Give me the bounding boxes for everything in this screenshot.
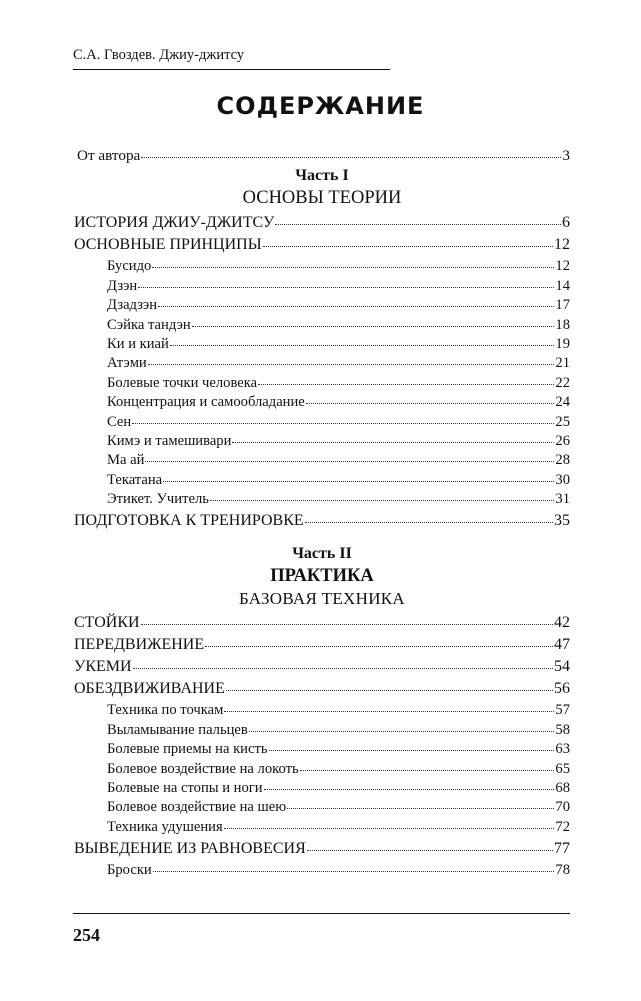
toc-entry-label: ПОДГОТОВКА К ТРЕНИРОВКЕ — [74, 512, 304, 530]
dot-leader — [226, 681, 553, 692]
toc-entry-page: 68 — [555, 780, 570, 797]
dot-leader — [145, 453, 554, 463]
toc-entry-page: 26 — [555, 432, 570, 449]
toc-entry-label: Болевое воздействие на шею — [107, 799, 287, 816]
dot-leader — [158, 297, 554, 307]
toc-entry[interactable] — [74, 840, 570, 862]
toc-entry-page: 72 — [555, 818, 570, 835]
dot-leader — [287, 800, 554, 810]
part-title: ОСНОВЫ ТЕОРИИ — [242, 188, 402, 209]
dot-leader — [224, 703, 554, 713]
toc-entry-page: 28 — [555, 452, 570, 469]
toc-entry-label: Бусидо — [107, 258, 152, 275]
toc-entry[interactable] — [74, 741, 570, 760]
dot-leader — [264, 780, 555, 790]
toc-entry-page: 30 — [555, 471, 570, 488]
toc-entry-label: Дзадзэн — [107, 297, 158, 314]
toc-entry-page: 47 — [554, 636, 570, 654]
toc-entry-page: 57 — [555, 702, 570, 719]
toc-entry[interactable] — [74, 658, 570, 680]
toc-entry-label: Болевые точки человека — [107, 374, 258, 391]
toc-entry-label: Техника по точкам — [107, 702, 224, 719]
toc-entry-label: Сен — [107, 413, 132, 430]
toc-entry-label: ОБЕЗДВИЖИВАНИЕ — [74, 680, 225, 698]
dot-leader — [249, 722, 555, 732]
toc-entry-label: Атэми — [107, 355, 147, 372]
part-subtitle: БАЗОВАЯ ТЕХНИКА — [238, 589, 406, 609]
toc-entry-label: Ки и киай — [107, 335, 169, 352]
toc-entry[interactable] — [74, 214, 570, 236]
toc-entry-label: ОСНОВНЫЕ ПРИНЦИПЫ — [74, 236, 262, 254]
toc-entry[interactable] — [74, 278, 570, 297]
toc-entry-page: 78 — [555, 862, 570, 879]
dot-leader — [153, 862, 555, 872]
dot-leader — [224, 819, 555, 829]
dot-leader — [275, 215, 561, 226]
toc-entry-page: 56 — [554, 680, 570, 698]
toc-entry[interactable] — [74, 702, 570, 721]
toc-entry-page: 70 — [555, 799, 570, 816]
toc-entry-label: Болевое воздействие на локоть — [107, 760, 299, 777]
toc-entry[interactable] — [74, 780, 570, 799]
toc-entry[interactable] — [74, 680, 570, 702]
toc-entry[interactable] — [74, 317, 570, 336]
dot-leader — [170, 336, 555, 346]
toc-entry-page: 21 — [555, 355, 570, 372]
toc-entry-page: 63 — [555, 741, 570, 758]
toc-entry[interactable] — [74, 452, 570, 471]
toc-entry-label: ИСТОРИЯ ДЖИУ-ДЖИТСУ — [74, 214, 275, 232]
toc-entry[interactable] — [74, 375, 570, 394]
toc-entry[interactable] — [74, 512, 570, 534]
toc-entry-label: СТОЙКИ — [74, 614, 140, 632]
part1-sections — [74, 214, 570, 258]
immobilization-list — [74, 702, 570, 838]
part2-sections — [74, 614, 570, 702]
toc-entry-label: Болевые на стопы и ноги — [107, 780, 263, 797]
toc-entry-page: 54 — [554, 658, 570, 676]
toc-entry[interactable] — [74, 355, 570, 374]
toc-entry-label: Дзэн — [107, 277, 138, 294]
toc-entry-page: 14 — [555, 277, 570, 294]
toc-entry-label: Ма ай — [107, 452, 145, 469]
page-title: СОДЕРЖАНИЕ — [216, 92, 425, 120]
toc-entry-page: 19 — [555, 335, 570, 352]
page-number: 254 — [73, 925, 100, 945]
part-title: ПРАКТИКА — [270, 566, 374, 587]
toc-entry-label: ВЫВЕДЕНИЕ ИЗ РАВНОВЕСИЯ — [74, 840, 306, 858]
toc-entry[interactable] — [74, 472, 570, 491]
dot-leader — [210, 491, 555, 501]
principles-list — [74, 258, 570, 510]
part-number: Часть II — [292, 545, 352, 563]
toc-entry-label: От автора — [77, 147, 141, 164]
toc-entry-page: 12 — [555, 258, 570, 275]
toc-entry[interactable] — [74, 799, 570, 818]
table-of-contents — [74, 147, 570, 882]
dot-leader — [133, 659, 553, 670]
dot-leader — [132, 414, 554, 424]
toc-entry[interactable] — [74, 614, 570, 636]
toc-entry-label: УКЕМИ — [74, 658, 132, 676]
toc-entry-label: Текатана — [107, 471, 163, 488]
toc-entry[interactable] — [74, 394, 570, 413]
toc-entry[interactable] — [74, 862, 570, 881]
dot-leader — [258, 375, 554, 385]
toc-entry-label: Сэйка тандэн — [107, 316, 191, 333]
dot-leader — [263, 237, 553, 248]
toc-entry[interactable] — [74, 236, 570, 258]
dot-leader — [141, 615, 553, 626]
toc-entry-page: 24 — [555, 394, 570, 411]
toc-entry-page: 77 — [554, 840, 570, 858]
dot-leader — [305, 513, 553, 524]
dot-leader — [192, 317, 555, 327]
throws-list — [74, 862, 570, 881]
toc-entry[interactable] — [74, 258, 570, 277]
toc-entry-label: Броски — [107, 862, 152, 879]
toc-entry-page: 22 — [555, 374, 570, 391]
toc-entry[interactable] — [74, 819, 570, 838]
toc-entry[interactable] — [74, 761, 570, 780]
toc-entry[interactable] — [74, 433, 570, 452]
dot-leader — [152, 259, 554, 269]
dot-leader — [163, 472, 554, 482]
toc-entry-page: 3 — [562, 147, 570, 164]
toc-entry-page: 17 — [555, 297, 570, 314]
toc-entry[interactable] — [74, 636, 570, 658]
dot-leader — [306, 394, 555, 404]
footer-rule — [73, 913, 570, 914]
toc-entry-label: Кимэ и тамешивари — [107, 432, 232, 449]
toc-entry-page: 31 — [555, 491, 570, 508]
toc-entry-label: ПЕРЕДВИЖЕНИЕ — [74, 636, 205, 654]
toc-entry[interactable] — [74, 414, 570, 433]
toc-entry-page: 58 — [555, 721, 570, 738]
toc-entry-page: 42 — [554, 614, 570, 632]
dot-leader — [138, 278, 554, 288]
toc-entry-label: Выламывание пальцев — [107, 721, 248, 738]
toc-entry[interactable] — [74, 491, 570, 510]
dot-leader — [300, 761, 555, 771]
toc-entry-label: Концентрация и самообладание — [107, 394, 305, 411]
running-header: С.А. Гвоздев. Джиу-джитсу — [73, 47, 390, 70]
toc-entry-page: 18 — [555, 316, 570, 333]
dot-leader — [307, 841, 553, 852]
toc-entry[interactable] — [74, 722, 570, 741]
toc-entry[interactable] — [74, 297, 570, 316]
toc-entry[interactable] — [74, 336, 570, 355]
dot-leader — [232, 433, 554, 443]
part-number: Часть I — [295, 167, 349, 185]
toc-entry-page: 12 — [554, 236, 570, 254]
toc-entry-page: 6 — [562, 214, 570, 232]
dot-leader — [148, 356, 555, 366]
toc-entry-page: 65 — [555, 760, 570, 777]
toc-entry-label: Болевые приемы на кисть — [107, 741, 268, 758]
toc-entry-page: 25 — [555, 413, 570, 430]
dot-leader — [205, 637, 553, 648]
dot-leader — [141, 148, 561, 158]
toc-entry-label: Этикет. Учитель — [107, 491, 209, 508]
toc-entry-page: 35 — [554, 512, 570, 530]
toc-entry[interactable] — [74, 147, 570, 166]
toc-entry-label: Техника удушения — [107, 818, 223, 835]
dot-leader — [269, 742, 555, 752]
